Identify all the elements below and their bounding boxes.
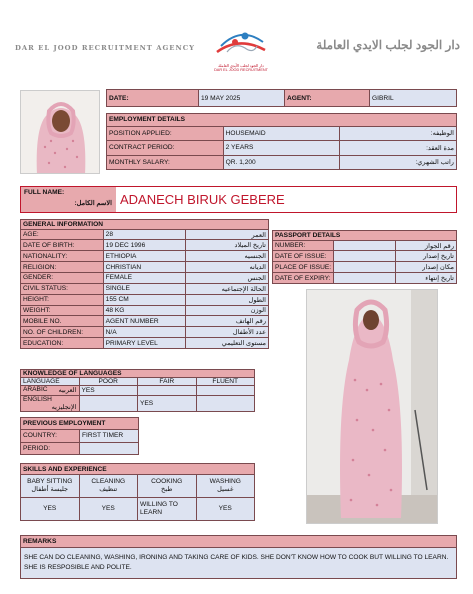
position-label: POSITION APPLIED: bbox=[107, 126, 224, 140]
salary-value: QR. 1,200 bbox=[223, 155, 340, 169]
general-label-ar: رقم الهاتف bbox=[186, 316, 269, 327]
passport-value bbox=[334, 240, 395, 251]
languages-title: KNOWLEDGE OF LANGUAGES bbox=[21, 370, 255, 378]
general-label: RELIGION: bbox=[21, 262, 104, 273]
passport-value bbox=[334, 251, 395, 262]
passport-label-ar: تاريخ إنتهاء bbox=[395, 273, 456, 284]
general-label: AGE: bbox=[21, 229, 104, 240]
general-label-ar: مستوى التعليمي bbox=[186, 338, 269, 349]
date-label: DATE: bbox=[107, 90, 199, 107]
skill-washing-header bbox=[196, 475, 255, 497]
general-label: HEIGHT: bbox=[21, 294, 104, 305]
general-label-ar: الحالة الإجتماعيه bbox=[186, 283, 269, 294]
skill-washing-ar: غسيل bbox=[217, 485, 234, 493]
remarks-title: REMARKS bbox=[21, 536, 457, 548]
contract-label: CONTRACT PERIOD: bbox=[107, 141, 224, 155]
full-name-box bbox=[20, 186, 457, 213]
lang-arabic-poor: YES bbox=[79, 386, 138, 395]
general-value: AGENT NUMBER bbox=[103, 316, 186, 327]
skill-cooking-header bbox=[138, 475, 197, 497]
lang-english-fluent bbox=[196, 395, 255, 411]
languages bbox=[20, 369, 255, 412]
passport-label-ar: رقم الجواز bbox=[395, 240, 456, 251]
general-label: DATE OF BIRTH: bbox=[21, 240, 104, 251]
contract-value: 2 YEARS bbox=[223, 141, 340, 155]
general-label-ar: عدد الأطفال bbox=[186, 327, 269, 338]
skill-cooking-ar: طبخ bbox=[161, 485, 173, 493]
general-value: 28 bbox=[103, 229, 186, 240]
full-name-label-ar: الاسم الكامل: bbox=[74, 200, 112, 207]
position-value: HOUSEMAID bbox=[223, 126, 340, 140]
passport-details bbox=[272, 230, 457, 284]
skill-cleaning-en: CLEANING bbox=[91, 478, 126, 486]
lang-col-fluent: FLUENT bbox=[196, 378, 255, 386]
general-row bbox=[21, 327, 269, 338]
general-label: NATIONALITY: bbox=[21, 251, 104, 262]
lang-english-en: ENGLISH bbox=[23, 395, 52, 403]
passport-row bbox=[273, 273, 457, 284]
lang-english bbox=[21, 395, 80, 411]
prev-country-value: FIRST TIMER bbox=[80, 430, 139, 442]
general-row bbox=[21, 283, 269, 294]
passport-value bbox=[334, 273, 395, 284]
passport-label-ar: تاريخ إصدار bbox=[395, 251, 456, 262]
full-name-value: ADANECH BIRUK GEBERE bbox=[116, 187, 456, 212]
lang-arabic-fair bbox=[138, 386, 197, 395]
passport-row bbox=[273, 262, 457, 273]
contract-label-ar: مدة العقد: bbox=[340, 141, 457, 155]
general-label: MOBILE NO. bbox=[21, 316, 104, 327]
prev-period-label: PERIOD: bbox=[21, 442, 80, 454]
general-label-ar: الديانه bbox=[186, 262, 269, 273]
lang-english-fair: YES bbox=[138, 395, 197, 411]
applicant-photo-small bbox=[20, 90, 100, 174]
skill-babysitting-ar: جليسة أطفال bbox=[31, 485, 69, 493]
date-value: 19 MAY 2025 bbox=[199, 90, 285, 107]
general-label-ar: العمر bbox=[186, 229, 269, 240]
general-row bbox=[21, 316, 269, 327]
general-row bbox=[21, 338, 269, 349]
skill-washing-en: WASHING bbox=[209, 478, 241, 486]
skills-title: SKILLS AND EXPERIENCE bbox=[21, 464, 255, 475]
general-row bbox=[21, 294, 269, 305]
skill-babysitting-header bbox=[21, 475, 80, 497]
previous-title: PREVIOUS EMPLOYMENT bbox=[21, 418, 139, 430]
lang-col-fair: FAIR bbox=[138, 378, 197, 386]
agency-name-ar: دار الجود لجلب الايدي العاملة bbox=[316, 38, 460, 52]
position-label-ar: الوظيفه: bbox=[340, 126, 457, 140]
skill-cooking-en: COOKING bbox=[151, 478, 183, 486]
general-label-ar: الجنس bbox=[186, 273, 269, 284]
passport-value bbox=[334, 262, 395, 273]
general-value: SINGLE bbox=[103, 283, 186, 294]
lang-english-ar: الإنجليزيه bbox=[51, 403, 77, 411]
general-value: N/A bbox=[103, 327, 186, 338]
date-agent-row bbox=[106, 89, 457, 107]
skill-cleaning-header bbox=[79, 475, 138, 497]
passport-label: NUMBER: bbox=[273, 240, 334, 251]
general-label-ar: تاريخ الميلاد bbox=[186, 240, 269, 251]
remarks bbox=[20, 535, 457, 579]
skill-cooking-value: WILLING TO LEARN bbox=[138, 497, 197, 520]
general-value: 19 DEC 1996 bbox=[103, 240, 186, 251]
general-row bbox=[21, 229, 269, 240]
employment-title: EMPLOYMENT DETAILS bbox=[107, 114, 457, 127]
remarks-text: SHE CAN DO CLEANING, WASHING, IRONING AND TAKING CARE OF KIDS. SHE DON'T KNOW HOW TO COOK BUT WILLING TO LEARN. SHE IS RESPOSIBLE AND POLITE. bbox=[21, 548, 457, 579]
salary-label-ar: راتب الشهري: bbox=[340, 155, 457, 169]
passport-label: PLACE OF ISSUE: bbox=[273, 262, 334, 273]
employment-details bbox=[106, 113, 457, 170]
general-information bbox=[20, 219, 269, 349]
general-row bbox=[21, 240, 269, 251]
lang-arabic-ar: العربيه bbox=[58, 387, 77, 395]
general-label: CIVIL STATUS: bbox=[21, 283, 104, 294]
passport-label: DATE OF EXPIRY: bbox=[273, 273, 334, 284]
general-value: PRIMARY LEVEL bbox=[103, 338, 186, 349]
skill-cleaning-value: YES bbox=[79, 497, 138, 520]
lang-arabic bbox=[21, 386, 80, 395]
general-row bbox=[21, 262, 269, 273]
skill-babysitting-en: BABY SITTING bbox=[27, 478, 73, 486]
lang-col-poor: POOR bbox=[79, 378, 138, 386]
lang-arabic-en: ARABIC bbox=[23, 386, 48, 394]
agent-label: AGENT: bbox=[285, 90, 370, 107]
skill-babysitting-value: YES bbox=[21, 497, 80, 520]
passport-row bbox=[273, 240, 457, 251]
prev-period-value bbox=[80, 442, 139, 454]
lang-english-poor bbox=[79, 395, 138, 411]
general-title: GENERAL INFORMATION bbox=[21, 220, 269, 230]
general-label: NO. OF CHILDREN: bbox=[21, 327, 104, 338]
passport-label: DATE OF ISSUE: bbox=[273, 251, 334, 262]
prev-country-label: COUNTRY: bbox=[21, 430, 80, 442]
agent-value: GIBRIL bbox=[370, 90, 457, 107]
previous-employment bbox=[20, 417, 139, 455]
skill-cleaning-ar: تنظيف bbox=[99, 485, 118, 493]
skill-washing-value: YES bbox=[196, 497, 255, 520]
logo-caption-en: DAR EL JOOD RECRUITMENT bbox=[214, 68, 268, 72]
skills bbox=[20, 463, 255, 521]
general-value: ETHIOPIA bbox=[103, 251, 186, 262]
general-label: EDUCATION: bbox=[21, 338, 104, 349]
general-value: 155 CM bbox=[103, 294, 186, 305]
lang-arabic-fluent bbox=[196, 386, 255, 395]
logo-caption-ar: دار الجود لجلب الأيدي العاملة bbox=[218, 64, 264, 68]
general-value: CHRISTIAN bbox=[103, 262, 186, 273]
lang-col-language: LANGUAGE bbox=[21, 378, 80, 386]
full-name-label: FULL NAME: bbox=[24, 189, 65, 196]
general-label-ar: الوزن bbox=[186, 305, 269, 316]
general-label-ar: الطول bbox=[186, 294, 269, 305]
general-row bbox=[21, 273, 269, 284]
general-row bbox=[21, 305, 269, 316]
general-row bbox=[21, 251, 269, 262]
general-label: GENDER: bbox=[21, 273, 104, 284]
general-value: 48 KG bbox=[103, 305, 186, 316]
general-value: FEMALE bbox=[103, 273, 186, 284]
passport-title: PASSPORT DETAILS bbox=[273, 231, 457, 241]
passport-row bbox=[273, 251, 457, 262]
agency-name-en: DAR EL JOOD RECRUITMENT AGENCY bbox=[15, 44, 195, 52]
applicant-photo-full bbox=[306, 289, 438, 524]
passport-label-ar: مكان إصدار bbox=[395, 262, 456, 273]
salary-label: MONTHLY SALARY: bbox=[107, 155, 224, 169]
general-label: WEIGHT: bbox=[21, 305, 104, 316]
general-label-ar: الجنسيه bbox=[186, 251, 269, 262]
